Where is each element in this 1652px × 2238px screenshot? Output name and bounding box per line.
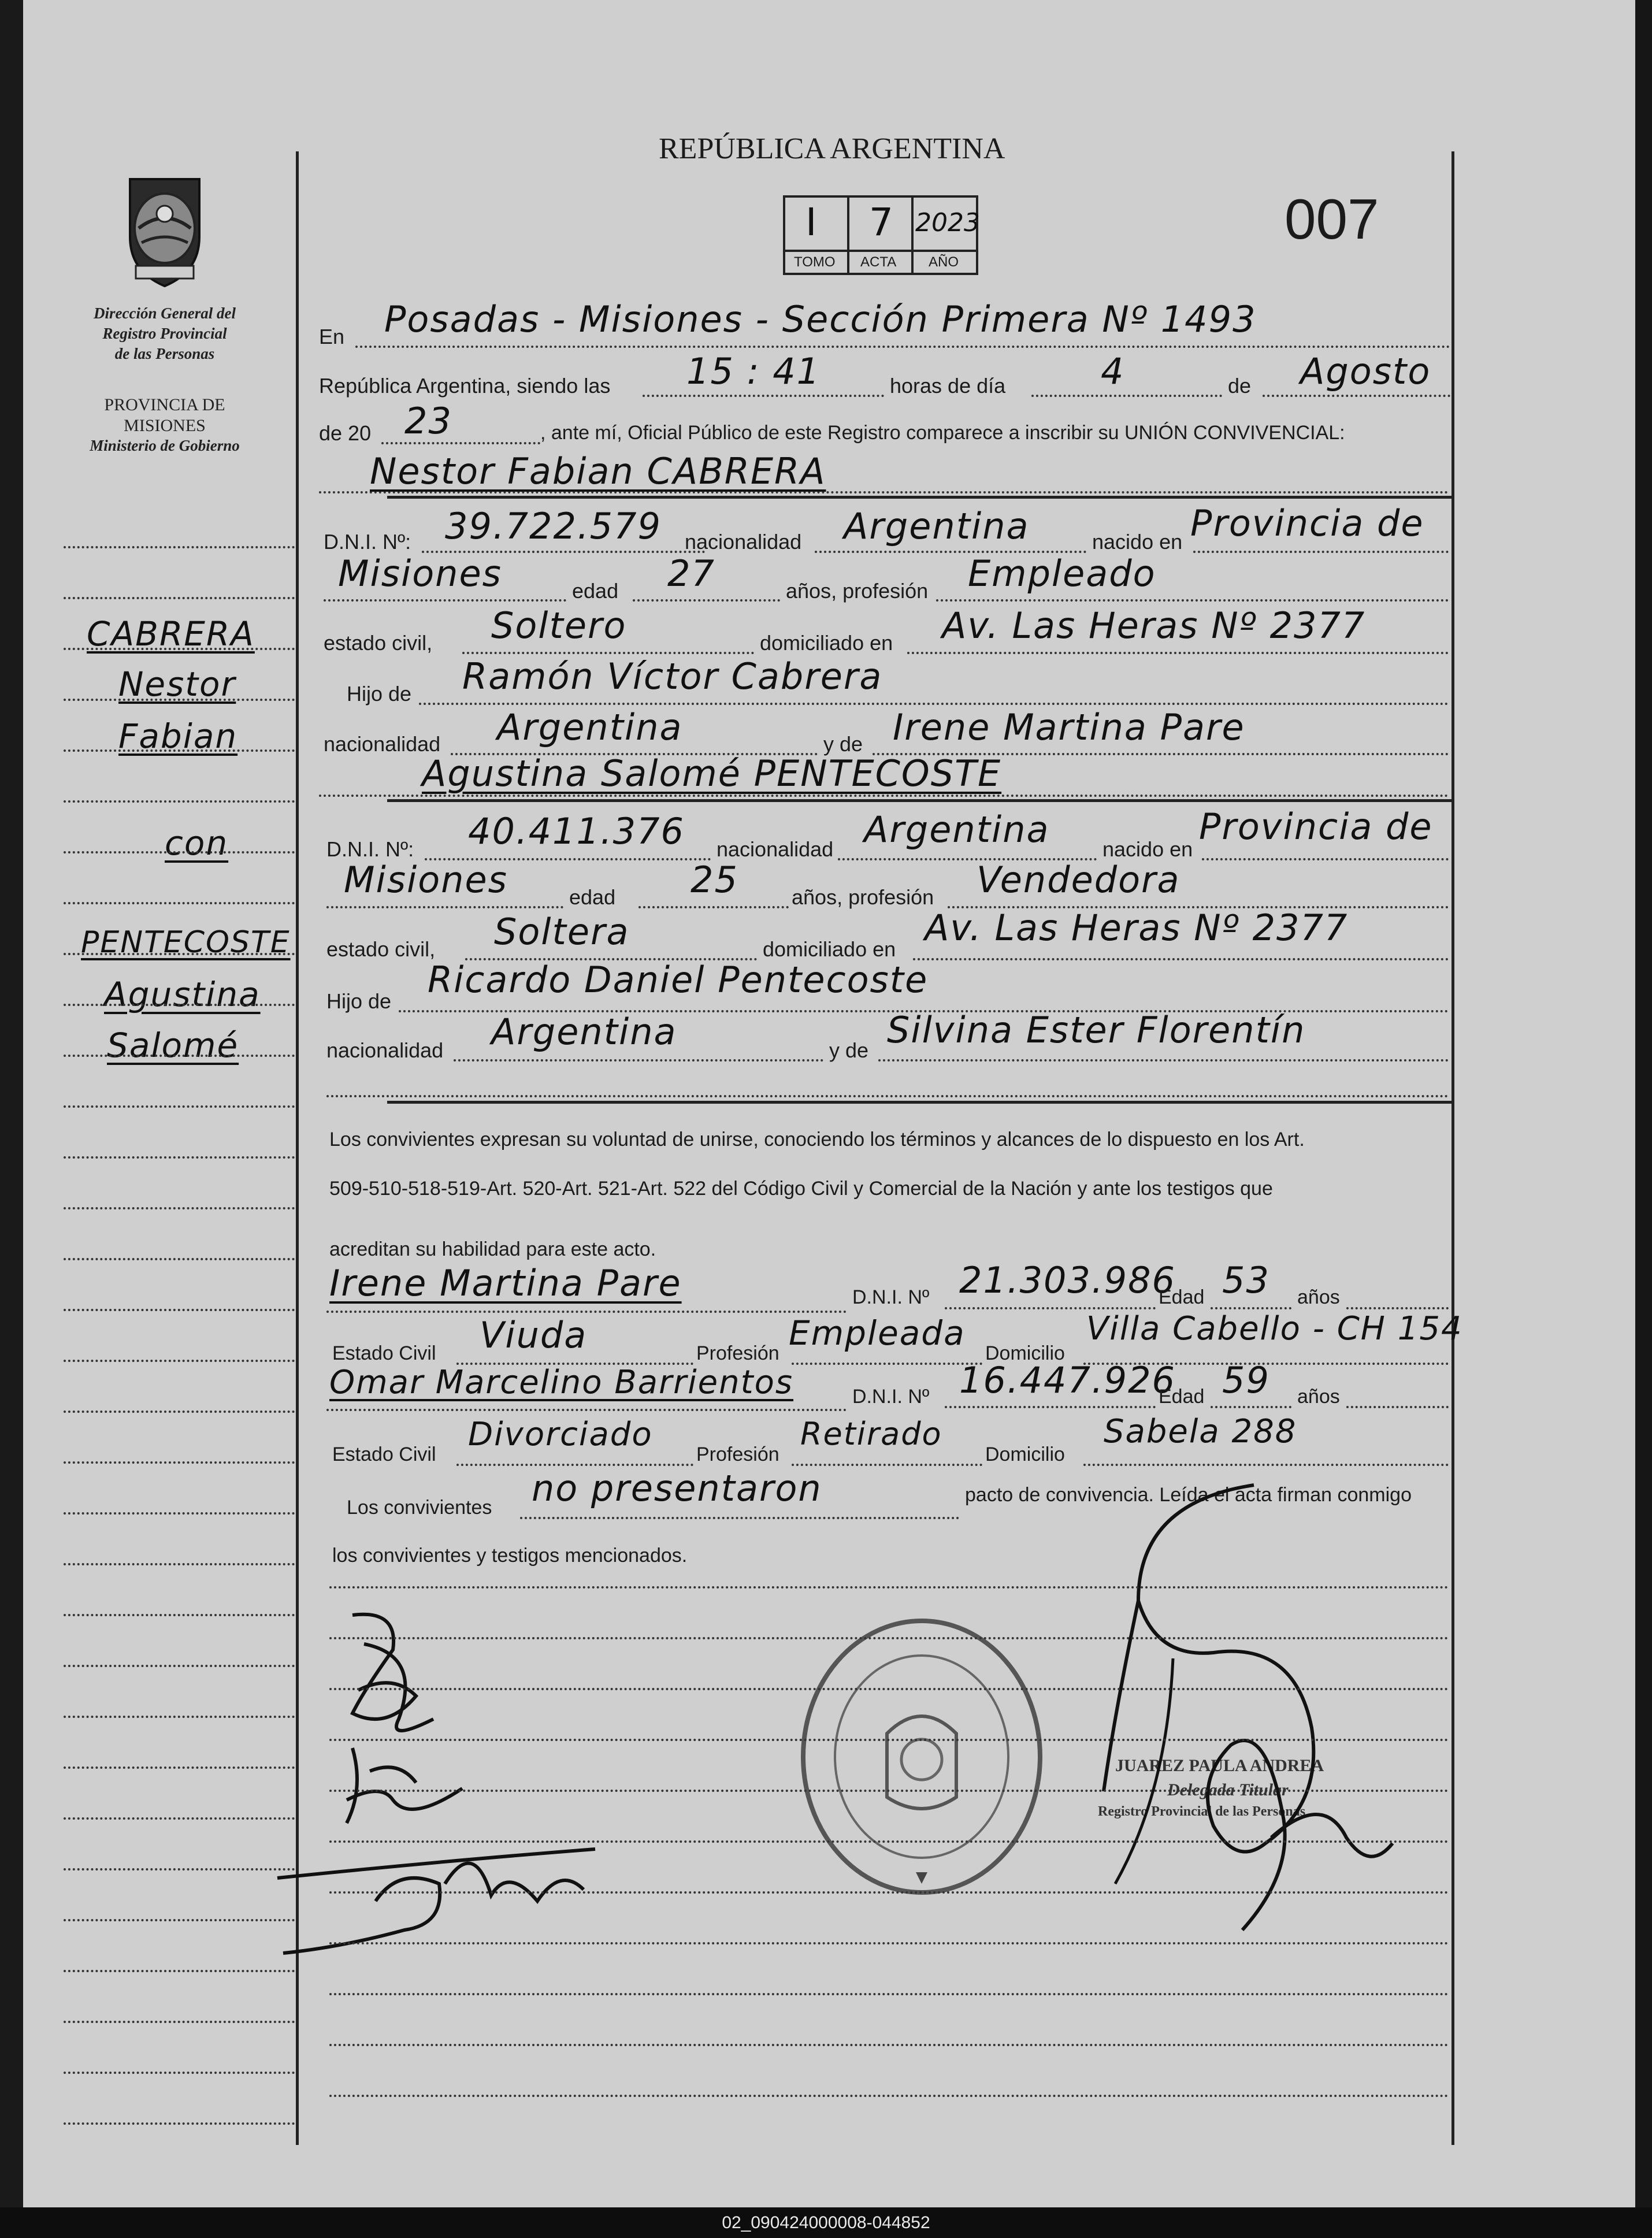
oficial-text: , ante mí, Oficial Público de este Registro comparece a inscribir su UNIÓN CONVIVENCIAL: — [540, 422, 1345, 444]
form-dotted-line — [329, 1688, 1449, 1690]
margin-name-7: Salomé — [107, 1026, 239, 1065]
de-label: de — [1228, 374, 1252, 398]
signature-3 — [272, 1803, 618, 1976]
person1-name: Nestor Fabian CABRERA — [370, 450, 826, 492]
anio-value: 2023 — [915, 208, 980, 237]
w2-prof-label: Profesión — [696, 1443, 779, 1465]
w1-civil-label: Estado Civil — [332, 1342, 436, 1364]
w1-address: Villa Cabello - CH 154 — [1086, 1310, 1463, 1348]
p1-civil: Soltero — [491, 604, 627, 647]
w1-profession: Empleada — [789, 1313, 966, 1353]
w1-dni-label: D.N.I. Nº — [852, 1286, 930, 1308]
margin-dotted-line — [64, 1258, 295, 1260]
officer-stamp-line-1: JUAREZ PAULA ANDREA — [1115, 1756, 1324, 1775]
margin-dotted-line — [64, 1868, 295, 1870]
closing-line-2: los convivientes y testigos mencionados. — [332, 1545, 688, 1567]
p1-dom-label: domiciliado en — [760, 631, 893, 655]
en-label: En — [319, 325, 345, 348]
p1-nationality: Argentina — [844, 505, 1030, 547]
horas-label: horas de día — [890, 374, 1006, 398]
margin-dotted-line — [64, 2072, 295, 2074]
siendo-label: República Argentina, siendo las — [319, 374, 611, 398]
margin-dotted-line — [64, 1563, 295, 1565]
p1-prof-label: años, profesión — [786, 579, 929, 603]
p1-nacido-label: nacido en — [1092, 530, 1183, 554]
w1-dom-label: Domicilio — [985, 1342, 1065, 1364]
margin-dotted-line — [64, 648, 295, 650]
form-dotted-line — [329, 2095, 1449, 2097]
p1-dni: 39.722.579 — [445, 505, 662, 547]
p2-dni: 40.411.376 — [468, 810, 685, 852]
p1-address: Av. Las Heras Nº 2377 — [942, 604, 1366, 647]
margin-dotted-line — [64, 1716, 295, 1718]
w1-dni: 21.303.986 — [959, 1259, 1176, 1301]
margin-dotted-line — [64, 1970, 295, 1972]
p1-civil-label: estado civil, — [324, 631, 433, 655]
margin-dotted-line — [64, 1817, 295, 1820]
margin-dotted-line — [64, 1360, 295, 1362]
p2-edad-label: edad — [569, 885, 616, 909]
registry-department — [69, 303, 260, 364]
file-identifier: 02_090424000008-044852 — [0, 2207, 1652, 2238]
w1-civil: Viuda — [480, 1314, 588, 1356]
dept-line-3: de las Personas — [114, 345, 215, 363]
p1-profession: Empleado — [968, 552, 1156, 595]
margin-dotted-line — [64, 1461, 295, 1464]
margin-dotted-line — [64, 1004, 295, 1006]
closing-pact-text: pacto de convivencia. Leída el acta firman conmigo — [965, 1484, 1412, 1506]
p1-father: Ramón Víctor Cabrera — [462, 655, 883, 697]
p1-mother: Irene Martina Pare — [893, 706, 1245, 748]
margin-dotted-line — [64, 1156, 295, 1159]
p2-age: 25 — [691, 859, 738, 901]
form-dotted-line — [329, 1586, 1449, 1589]
w1-anos-label: años — [1297, 1286, 1340, 1308]
margin-dotted-line — [64, 1105, 295, 1108]
tomo-value: I — [805, 200, 818, 244]
prov-line-1: PROVINCIA DE — [104, 395, 225, 414]
margin-dotted-line — [64, 953, 295, 955]
margin-dotted-line — [64, 2021, 295, 2023]
section-rule-1 — [387, 496, 1453, 499]
p1-nac2-label: nacionalidad — [324, 732, 441, 756]
dept-line-1: Dirección General del — [94, 305, 236, 322]
margin-name-2: Nestor — [118, 665, 236, 704]
book-binding — [0, 0, 23, 2207]
margin-dotted-line — [64, 1512, 295, 1515]
margin-dotted-line — [64, 1919, 295, 1921]
day-value: 4 — [1101, 350, 1125, 392]
margin-name-4: con — [165, 823, 229, 863]
signature-1 — [329, 1604, 456, 1742]
p2-nacido-label: nacido en — [1102, 837, 1193, 861]
closing-convivientes-label: Los convivientes — [347, 1497, 492, 1519]
w1-name: Irene Martina Pare — [329, 1262, 682, 1304]
acta-value: 7 — [869, 200, 894, 244]
p2-nac-label: nacionalidad — [717, 837, 834, 861]
officer-signature — [1023, 1468, 1439, 1953]
w2-dni-label: D.N.I. Nº — [852, 1386, 930, 1408]
certificate-page — [23, 0, 1635, 2207]
country-title: REPÚBLICA ARGENTINA — [659, 132, 1005, 165]
w2-edad-label: Edad — [1159, 1386, 1205, 1408]
margin-dotted-line — [64, 2122, 295, 2125]
margin-dotted-line — [64, 1055, 295, 1057]
anio-label: AÑO — [929, 254, 959, 270]
p1-birthplace-1: Provincia de — [1190, 502, 1424, 544]
p1-hijo-label: Hijo de — [347, 682, 412, 706]
margin-dotted-line — [64, 1665, 295, 1667]
month-value: Agosto — [1300, 350, 1431, 392]
place-value: Posadas - Misiones - Sección Primera Nº 1493 — [384, 298, 1257, 340]
p2-dni-label: D.N.I. Nº: — [326, 837, 414, 861]
p2-civil: Soltera — [494, 911, 630, 953]
w2-dni: 16.447.926 — [959, 1359, 1176, 1401]
p1-edad-label: edad — [572, 579, 619, 603]
year-value: 23 — [404, 400, 452, 442]
tomo-acta-box — [783, 195, 978, 275]
margin-dotted-line — [64, 546, 295, 548]
margin-dotted-line — [64, 699, 295, 701]
w1-edad-label: Edad — [1159, 1286, 1205, 1308]
w2-profession: Retirado — [800, 1416, 942, 1452]
p2-dom-label: domiciliado en — [763, 937, 896, 961]
margin-name-1: CABRERA — [87, 614, 255, 654]
p2-birthplace-2: Misiones — [344, 859, 508, 901]
margin-dotted-line — [64, 1207, 295, 1209]
form-dotted-line — [329, 1637, 1449, 1639]
margin-dotted-line — [64, 800, 295, 803]
year-prefix: de 20 — [319, 421, 372, 445]
dept-line-2: Registro Provincial — [102, 325, 227, 343]
section-rule-2 — [387, 799, 1453, 802]
w2-name: Omar Marcelino Barrientos — [329, 1364, 794, 1401]
officer-stamp-line-2: Delegada Titular — [1167, 1780, 1289, 1799]
margin-dotted-line — [64, 749, 295, 752]
form-dotted-line — [329, 1790, 1449, 1792]
p2-prof-label: años, profesión — [792, 885, 934, 909]
margin-dotted-line — [64, 1766, 295, 1769]
w2-age: 59 — [1222, 1359, 1270, 1401]
margin-dotted-line — [64, 1411, 295, 1413]
margin-dotted-line — [64, 902, 295, 904]
w2-address: Sabela 288 — [1104, 1413, 1297, 1450]
declaration-line-2: 509-510-518-519-Art. 520-Art. 521-Art. 522 del Código Civil y Comercial de la Nación y ante los testigos que — [329, 1178, 1273, 1200]
margin-dotted-line — [64, 597, 295, 599]
w2-anos-label: años — [1297, 1386, 1340, 1408]
time-value: 15 : 41 — [686, 350, 821, 392]
form-dotted-line — [329, 1993, 1449, 1995]
p2-nac2-label: nacionalidad — [326, 1038, 444, 1062]
person2-name: Agustina Salomé PENTECOSTE — [422, 752, 1002, 795]
closing-pact: no presentaron — [532, 1467, 822, 1509]
p2-yde-label: y de — [829, 1038, 869, 1062]
w1-age: 53 — [1222, 1259, 1270, 1301]
margin-dotted-line — [64, 851, 295, 853]
p1-birthplace-2: Misiones — [338, 552, 502, 595]
w2-civil: Divorciado — [468, 1416, 653, 1453]
tomo-label: TOMO — [794, 254, 836, 270]
p1-parents-nationality: Argentina — [497, 706, 683, 748]
p2-birthplace-1: Provincia de — [1199, 806, 1433, 848]
record-number: 007 — [1285, 187, 1379, 251]
declaration-line-3: acreditan su habilidad para este acto. — [329, 1238, 656, 1260]
form-dotted-line — [329, 1840, 1449, 1843]
p2-mother: Silvina Ester Florentín — [887, 1009, 1306, 1051]
form-dotted-line — [329, 1942, 1449, 1944]
p1-age: 27 — [667, 552, 715, 595]
margin-name-5: PENTECOSTE — [81, 925, 291, 960]
margin-name-3: Fabian — [118, 717, 238, 756]
p1-nac-label: nacionalidad — [685, 530, 802, 554]
coat-of-arms-icon — [107, 173, 222, 289]
form-dotted-line — [329, 1891, 1449, 1894]
p2-nationality: Argentina — [864, 808, 1050, 851]
p1-dni-label: D.N.I. Nº: — [324, 530, 411, 554]
w2-civil-label: Estado Civil — [332, 1443, 436, 1465]
declaration-line-1: Los convivientes expresan su voluntad de unirse, conociendo los términos y alcances de lo dispuesto en los Art. — [329, 1129, 1305, 1150]
official-seal-icon — [792, 1612, 1052, 1901]
p2-father: Ricardo Daniel Pentecoste — [428, 959, 929, 1001]
prov-line-2: MISIONES — [124, 416, 206, 435]
form-dotted-line — [329, 2044, 1449, 2046]
prov-line-3: Ministerio de Gobierno — [90, 437, 240, 454]
p2-parents-nationality: Argentina — [491, 1011, 677, 1053]
p2-hijo-label: Hijo de — [326, 989, 392, 1013]
right-margin-line — [1451, 151, 1454, 2145]
margin-name-6: Agustina — [104, 975, 261, 1014]
margin-dotted-line — [64, 1309, 295, 1311]
p1-yde-label: y de — [823, 732, 863, 756]
p2-address: Av. Las Heras Nº 2377 — [925, 907, 1349, 949]
p2-profession: Vendedora — [977, 859, 1180, 901]
margin-dotted-line — [64, 1614, 295, 1616]
p2-civil-label: estado civil, — [326, 937, 436, 961]
w1-prof-label: Profesión — [696, 1342, 779, 1364]
acta-label: ACTA — [860, 254, 897, 270]
province-block — [69, 395, 260, 455]
w2-dom-label: Domicilio — [985, 1443, 1065, 1465]
section-rule-3 — [387, 1101, 1453, 1104]
form-dotted-line — [329, 1739, 1449, 1741]
officer-stamp-line-3: Registro Provincial de las Personas — [1098, 1804, 1306, 1819]
